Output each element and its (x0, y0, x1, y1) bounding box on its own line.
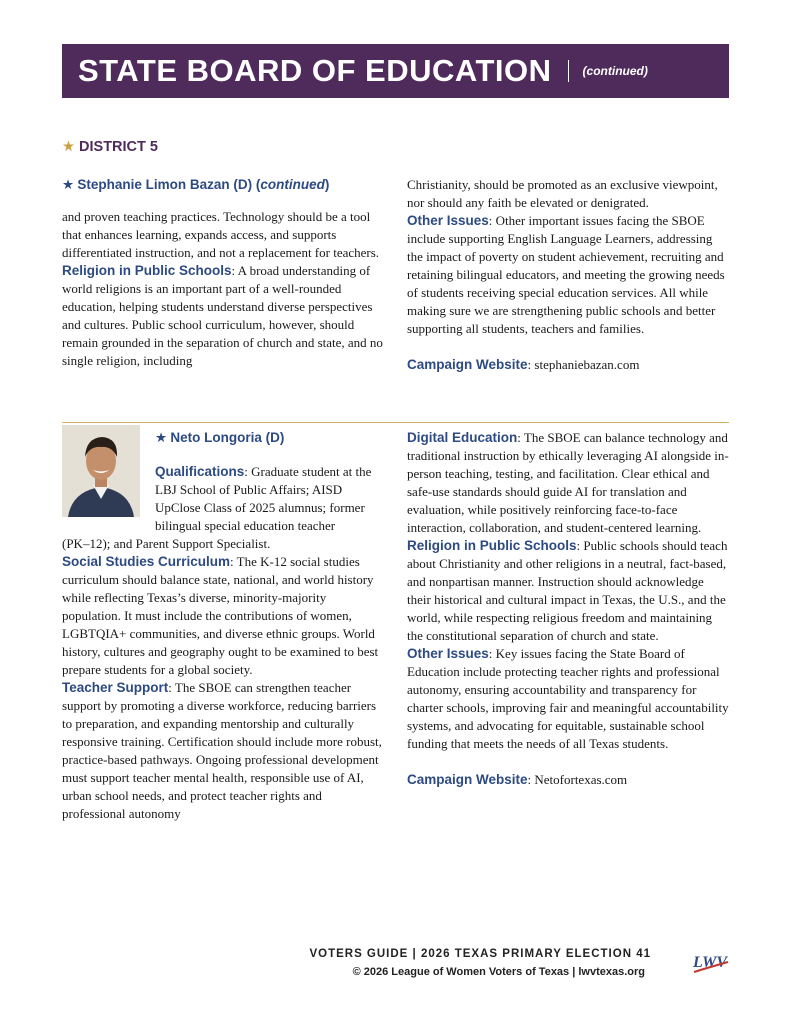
candidate1-name-close: ) (324, 177, 330, 192)
candidate2-social-text: : The K-12 social studies curriculum should balance state, national, and world history while reflecting Texas’s diverse, minority-majority population. It must include the contributions of women, LGBTQIA+ communities, and diverse ethnic groups. World history, cultures and geography ought to be examined to best prepare students for a global society. (62, 554, 379, 677)
candidate2-qual-heading: Qualifications (155, 464, 245, 479)
candidate2-qual-text: : Graduate student at the LBJ School of Public Affairs; AISD UpClose Class of 2025 alumnus; former bilingual special education teacher (155, 464, 372, 533)
candidate2-digital-heading: Digital Education (407, 430, 518, 445)
candidate2-other-heading: Other Issues (407, 646, 489, 661)
lwv-logo-text: LWV (693, 954, 728, 971)
candidate1-religion-cont: Christianity, should be promoted as an exclusive viewpoint, nor should any faith be elevated or denigrated. (407, 177, 718, 210)
candidate1-right-column (407, 176, 729, 374)
page-banner (62, 44, 729, 98)
district-label: DISTRICT 5 (79, 139, 158, 155)
banner-divider (568, 60, 569, 82)
page-title: STATE BOARD OF EDUCATION (78, 53, 552, 88)
candidate2-social-heading: Social Studies Curriculum (62, 554, 231, 569)
banner-continued: (continued) (582, 64, 648, 78)
candidate2-teacher-heading: Teacher Support (62, 680, 169, 695)
candidate2-digital-text: : The SBOE can balance technology and traditional instruction by ethically leveraging AI alongside in-person teaching, testing, and facilitation. Clear ethical and safe-use standards should guide AI for translation and evaluation, while positively reinforcing face-to-face interaction, collaboration, and student-centered learning. (407, 430, 729, 535)
lwv-logo-icon (692, 950, 730, 978)
star-icon: ★ (155, 430, 168, 445)
candidate2-qual-cont: (PK–12); and Parent Support Specialist. (62, 536, 271, 551)
candidate1-website[interactable]: : stephaniebazan.com (527, 357, 640, 372)
candidate1-religion-heading: Religion in Public Schools (62, 263, 232, 278)
candidate1-website-line (407, 356, 729, 374)
footer-copyright: © 2026 League of Women Voters of Texas | lwvtexas.org (352, 966, 645, 978)
candidate1-intro: and proven teaching practices. Technology should be a tool that enhances learning, expands access, and supports differentiated instruction, and not a replacement for teachers. (62, 209, 380, 260)
candidate1-other (407, 212, 729, 338)
footer-guide-line: VOTERS GUIDE | 2026 TEXAS PRIMARY ELECTION 41 (309, 948, 651, 960)
district-heading (62, 139, 158, 155)
candidate2-religion (407, 537, 729, 645)
candidate2-left-column (62, 429, 384, 823)
candidate1-religion-text: : A broad understanding of world religions is an important part of a well-rounded education, helping students understand diverse perspectives and cultures. Public school curriculum, however, should remain grounded in the separation of church and state, and no single religion, including (62, 263, 383, 368)
candidate2-name: Neto Longoria (D) (170, 430, 285, 445)
candidate1-name: Stephanie Limon Bazan (D) ( (77, 177, 261, 192)
candidate2-website-label: Campaign Website (407, 772, 528, 787)
candidate2-digital (407, 429, 729, 537)
candidate1-name-line (62, 176, 384, 194)
candidate2-website[interactable]: : Netofortexas.com (527, 772, 628, 787)
candidate2-other-text: : Key issues facing the State Board of Education include protecting teacher rights and professional autonomy, ensuring accountability and transparency for charter schools, improving fair and meaningful accountability systems, and advocating for equitable, sustainable school funding that meets the needs of all Texas students. (407, 646, 729, 751)
candidate1-religion (62, 262, 384, 370)
candidate2-website-line (407, 771, 729, 789)
candidate2-religion-heading: Religion in Public Schools (407, 538, 577, 553)
candidate2-social (62, 553, 384, 679)
candidate1-other-text: : Other important issues facing the SBOE include supporting English Language Learners, addressing the impact of poverty on student achievement, recruiting and retaining bilingual educators, and meeting the growing needs of students receiving special education services. All while making sure we are strengthening public schools and better supporting all students, teachers and families. (407, 213, 725, 336)
candidate2-right-column (407, 429, 729, 789)
candidate2-other (407, 645, 729, 753)
candidate1-continued: continued (260, 177, 325, 192)
candidate1-other-heading: Other Issues (407, 213, 489, 228)
star-icon: ★ (62, 139, 75, 155)
candidate1-left-column (62, 176, 384, 370)
candidate2-teacher (62, 679, 384, 823)
candidate2-name-line (155, 429, 384, 447)
candidate2-religion-text: : Public schools should teach about Christianity and other religions in a neutral, fact-based, and nonpartisan manner. Instruction should acknowledge their historical and cultural impact in Texas, the U.S., and the world, while respecting religious freedom and maintaining the constitutional separation of church and state. (407, 538, 728, 643)
candidate2-teacher-text: : The SBOE can strengthen teacher support by promoting a diverse workforce, reducing barriers to preparation, and expanding mentorship and culturally responsive training. Certification should include more robust, practice-based pathways. Ongoing professional development must support teacher mental health, responsible use of AI, urban school needs, and protect teacher rights and professional autonomy (62, 680, 382, 821)
candidate2-qualifications (155, 463, 384, 535)
section-divider (62, 422, 729, 423)
star-icon: ★ (62, 177, 75, 192)
candidate1-website-label: Campaign Website (407, 357, 528, 372)
